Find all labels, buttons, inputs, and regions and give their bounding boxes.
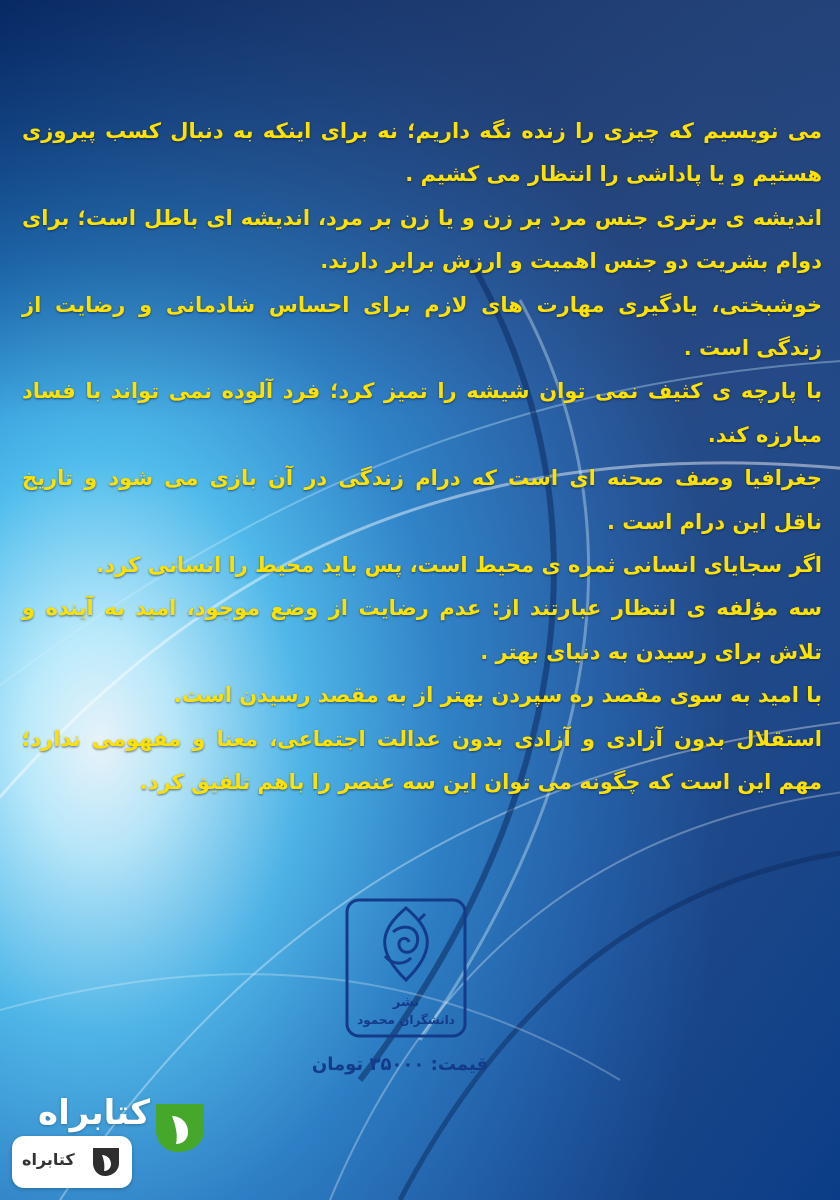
watermark-brand-small: کتابراه — [22, 1150, 75, 1169]
quote-line-6: اگر سجایای انسانی ثمره ی محیط است، پس باید محیط را انسانی کرد. — [96, 553, 822, 578]
quote-line-5: جغرافیا وصف صحنه ای است که درام زندگی در آن بازی می شود و تاریخ ناقل این درام است . — [22, 466, 822, 534]
ketabrah-small-leaf-icon — [90, 1143, 122, 1179]
quote-line-4: با پارچه ی کثیف نمی توان شیشه را تمیز کرد؛ فرد آلوده نمی تواند با فساد مبارزه کند. — [22, 379, 822, 447]
ketabrah-leaf-icon — [150, 1094, 210, 1154]
publisher-emblem-icon — [385, 908, 428, 980]
publisher-name-line2: دانشگران محمود — [357, 1013, 455, 1027]
watermark-brand: کتابراه — [38, 1093, 151, 1133]
publisher-logo — [345, 898, 467, 1038]
cover-quotes — [22, 110, 822, 805]
quote-line-1: می نویسیم که چیزی را زنده نگه داریم؛ نه برای اینکه به دنبال کسب پیروزی هستیم و یا پاداشی را انتظار می کشیم . — [22, 119, 822, 187]
price-label: قیمت: ۳۵۰۰۰ تومان — [311, 1054, 489, 1075]
publisher-name-line1: نشر — [392, 995, 420, 1010]
quote-line-9: استقلال بدون آزادی و آزادی بدون عدالت اجتماعی، معنا و مفهومی ندارد؛ مهم این است که چگونه می توان این سه عنصر را باهم تلفیق کرد. — [22, 726, 822, 795]
quote-line-3: خوشبختی، یادگیری مهارت های لازم برای احساس شادمانی و رضایت از زندگی است . — [22, 292, 822, 361]
quote-line-2: اندیشه ی برتری جنس مرد بر زن و یا زن بر مرد، اندیشه ای باطل است؛ برای دوام بشریت دو جنس اهمیت و ارزش برابر دارند. — [22, 205, 822, 274]
quote-line-7: سه مؤلفه ی انتظار عبارتند از: عدم رضایت از وضع موجود، امید به آینده و تلاش برای رسیدن به دنیای بهتر . — [22, 596, 822, 664]
quote-line-8: با امید به سوی مقصد ره سپردن بهتر از به مقصد رسیدن است. — [173, 683, 822, 708]
